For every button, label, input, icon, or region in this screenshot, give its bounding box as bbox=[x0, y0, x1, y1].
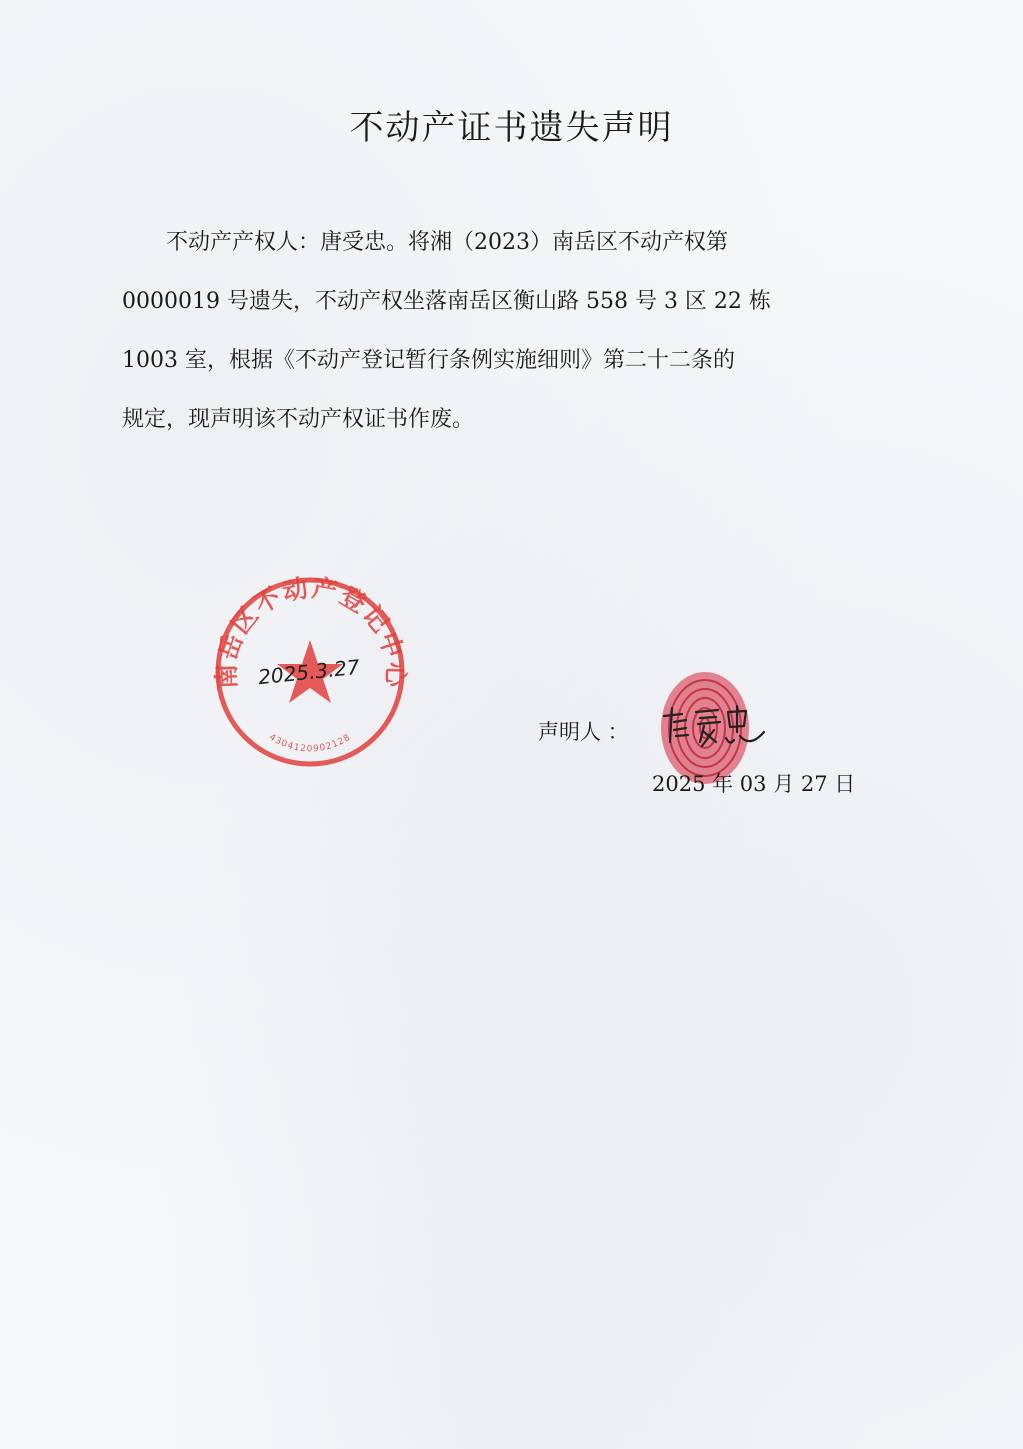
handwritten-signature bbox=[660, 702, 770, 752]
seal-handwritten-date: 2025.3.27 bbox=[257, 654, 361, 690]
seal-org-name: 南岳区不动产登记中心 bbox=[211, 573, 410, 690]
declarant-label: 声明人 ： bbox=[538, 720, 629, 744]
declaration-date: 2025 年 03 月 27 日 bbox=[652, 772, 856, 796]
seal-code: 4304120902128 bbox=[267, 732, 353, 755]
document-title: 不动产证书遗失声明 bbox=[349, 108, 674, 148]
body-line-2: 0000019 号遗失，不动产权坐落南岳区衡山路 558 号 3 区 22 栋 bbox=[122, 289, 771, 314]
body-line-1: 不动产产权人：唐受忠。将湘（2023）南岳区不动产权第 bbox=[166, 230, 728, 255]
body-line-3: 1003 室，根据《不动产登记暂行条例实施细则》第二十二条的 bbox=[122, 348, 735, 373]
body-line-4: 规定，现声明该不动产权证书作废。 bbox=[122, 407, 475, 432]
declaration-body bbox=[122, 213, 862, 449]
